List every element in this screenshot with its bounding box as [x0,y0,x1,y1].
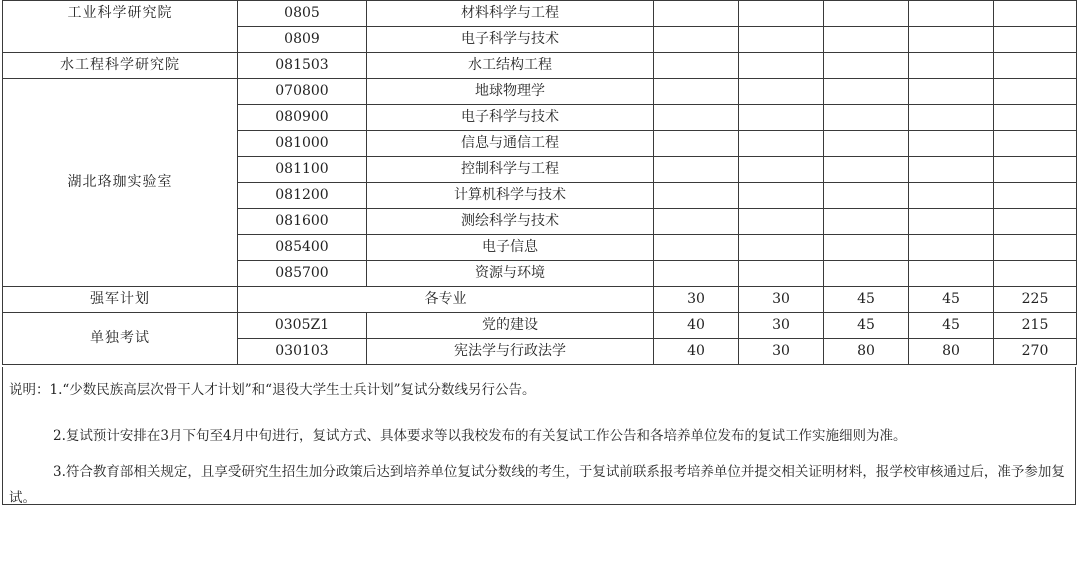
score-cell [824,261,909,287]
score-cell [994,131,1077,157]
score-cell [909,27,994,53]
major-cell: 测绘科学与技术 [367,209,654,235]
code-cell: 0809 [238,27,367,53]
code-cell: 0305Z1 [238,313,367,339]
table-row [3,313,1077,339]
score-cell [824,131,909,157]
score-cell: 40 [654,313,739,339]
code-cell: 081600 [238,209,367,235]
score-cell [739,235,824,261]
score-cell: 225 [994,287,1077,313]
code-cell: 070800 [238,79,367,105]
table-row [3,287,1077,313]
score-cell [739,131,824,157]
code-cell: 081503 [238,53,367,79]
code-cell: 085700 [238,261,367,287]
score-cell [909,261,994,287]
major-cell: 电子科学与技术 [367,27,654,53]
major-cell: 电子科学与技术 [367,105,654,131]
score-cell [654,79,739,105]
score-cell [909,1,994,27]
score-cell [994,235,1077,261]
score-cell: 30 [739,287,824,313]
unit-cell: 工业科学研究院 [3,1,238,53]
score-cell [824,53,909,79]
score-cell [739,27,824,53]
score-cell: 270 [994,339,1077,365]
score-cell [824,157,909,183]
score-cell [824,105,909,131]
score-cell [739,183,824,209]
note-1: 说明：1.“少数民族高层次骨干人才计划”和“退役大学生士兵计划”复试分数线另行公告。 [9,382,536,398]
code-cell: 0805 [238,1,367,27]
code-cell: 080900 [238,105,367,131]
score-cell: 40 [654,339,739,365]
score-cell [654,183,739,209]
major-cell: 资源与环境 [367,261,654,287]
score-cell: 45 [824,287,909,313]
score-cell [654,27,739,53]
score-cell [824,209,909,235]
score-cell [909,235,994,261]
code-cell: 030103 [238,339,367,365]
major-cell: 宪法学与行政法学 [367,339,654,365]
major-cell: 材料科学与工程 [367,1,654,27]
table-row [3,53,1077,79]
score-cell [909,157,994,183]
code-cell: 081100 [238,157,367,183]
table-row [3,79,1077,105]
score-cell [739,157,824,183]
score-cell [739,105,824,131]
score-cell [654,1,739,27]
score-cell: 80 [909,339,994,365]
unit-cell: 水工程科学研究院 [3,53,238,79]
score-cell: 45 [909,313,994,339]
score-cell [654,157,739,183]
score-cell: 215 [994,313,1077,339]
score-cell [909,105,994,131]
score-cell [739,209,824,235]
score-cell [824,183,909,209]
score-cell [654,131,739,157]
notes-section [2,367,1076,505]
score-cell [994,183,1077,209]
score-cell [909,53,994,79]
score-cell [909,209,994,235]
score-cell: 80 [824,339,909,365]
major-cell: 信息与通信工程 [367,131,654,157]
score-cell [994,105,1077,131]
score-cell [994,53,1077,79]
unit-cell: 湖北珞珈实验室 [3,79,238,287]
major-cell: 计算机科学与技术 [367,183,654,209]
score-cell [824,235,909,261]
score-cell [909,131,994,157]
score-cell [654,261,739,287]
major-cell: 地球物理学 [367,79,654,105]
score-cell: 45 [909,287,994,313]
score-cell [994,79,1077,105]
score-cell [654,209,739,235]
retest-score-table [2,0,1077,365]
score-cell [654,105,739,131]
note-3: 3.符合教育部相关规定，且享受研究生招生加分政策后达到培养单位复试分数线的考生，于复试前联系报考培养单位并提交相关证明材料，报学校审核通过后，准予参加复试。 [9,464,1065,506]
code-cell: 085400 [238,235,367,261]
score-cell [994,157,1077,183]
score-cell [909,183,994,209]
major-cell: 党的建设 [367,313,654,339]
score-cell [994,1,1077,27]
score-cell [994,209,1077,235]
score-cell: 30 [654,287,739,313]
score-cell [824,1,909,27]
major-cell: 各专业 [238,287,654,313]
unit-cell: 单独考试 [3,313,238,365]
score-cell [994,27,1077,53]
score-cell: 30 [739,339,824,365]
score-cell: 30 [739,313,824,339]
score-cell [654,235,739,261]
major-cell: 水工结构工程 [367,53,654,79]
major-cell: 控制科学与工程 [367,157,654,183]
major-cell: 电子信息 [367,235,654,261]
unit-cell: 强军计划 [3,287,238,313]
score-cell [739,79,824,105]
score-cell [909,79,994,105]
score-cell [654,53,739,79]
score-cell [739,261,824,287]
score-cell [824,27,909,53]
code-cell: 081200 [238,183,367,209]
code-cell: 081000 [238,131,367,157]
score-cell [739,53,824,79]
score-cell [994,261,1077,287]
table-row [3,1,1077,27]
score-cell [824,79,909,105]
score-cell [739,1,824,27]
note-2: 2.复试预计安排在3月下旬至4月中旬进行，复试方式、具体要求等以我校发布的有关复试工作公告和各培养单位发布的复试工作实施细则为准。 [53,428,907,444]
score-cell: 45 [824,313,909,339]
